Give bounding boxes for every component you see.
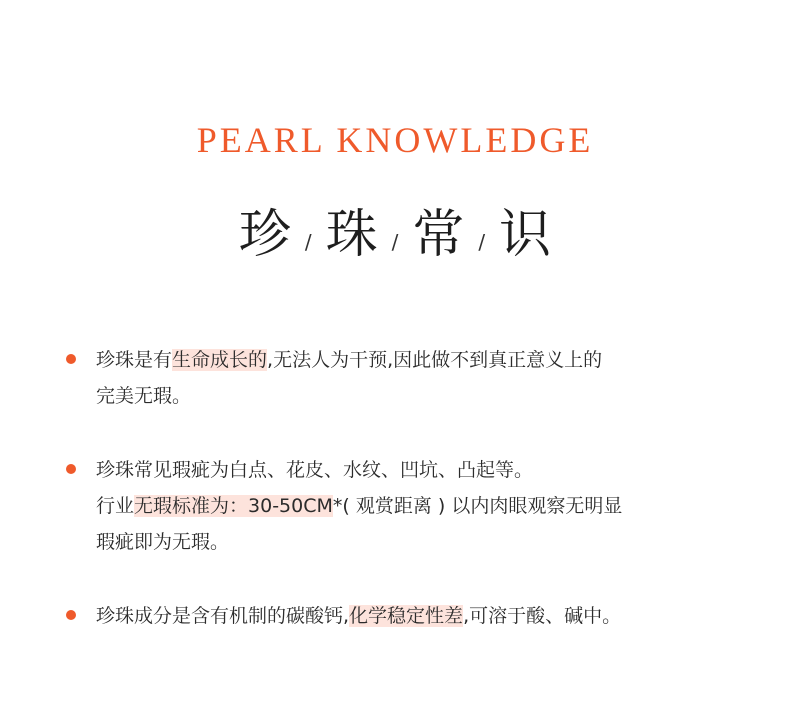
list-item xyxy=(66,452,756,560)
highlighted-text: 化学稳定性差 xyxy=(349,605,464,627)
highlighted-text: 生命成长的 xyxy=(172,349,268,371)
item-line: 珍珠常见瑕疵为白点、花皮、水纹、凹坑、凸起等。 xyxy=(96,459,534,481)
text-segment: 珍珠成分是含有机制的碳酸钙, xyxy=(96,605,350,627)
item-line xyxy=(96,488,756,524)
text-segment: ,无法人为干预,因此做不到真正意义上的 xyxy=(267,349,603,371)
item-line xyxy=(96,598,756,634)
text-segment: *( 观赏距离 ) 以内肉眼观察无明显 xyxy=(332,495,623,517)
chinese-title xyxy=(0,196,790,274)
section-header xyxy=(0,118,790,274)
english-title: PEARL KNOWLEDGE xyxy=(196,120,594,160)
title-separator: / xyxy=(478,230,486,254)
item-line: 瑕疵即为无瑕。 xyxy=(96,531,230,553)
text-segment: 行业 xyxy=(96,495,135,517)
list-item xyxy=(66,598,756,634)
bullet-dot-icon xyxy=(66,464,76,474)
title-char: 珍 xyxy=(238,205,291,265)
title-char: 珠 xyxy=(325,205,378,265)
bullet-dot-icon xyxy=(66,354,76,364)
item-line xyxy=(96,342,756,378)
title-separator: / xyxy=(391,230,399,254)
item-line: 完美无瑕。 xyxy=(96,385,192,407)
list-item xyxy=(66,342,756,414)
text-segment: 珍珠是有 xyxy=(96,349,173,371)
knowledge-list xyxy=(66,342,756,672)
highlighted-text: 无瑕标准为：30-50CM xyxy=(134,495,333,517)
text-segment: ,可溶于酸、碱中。 xyxy=(463,605,622,627)
title-separator: / xyxy=(304,230,312,254)
title-char: 识 xyxy=(499,205,552,265)
bullet-dot-icon xyxy=(66,610,76,620)
title-char: 常 xyxy=(412,205,465,265)
